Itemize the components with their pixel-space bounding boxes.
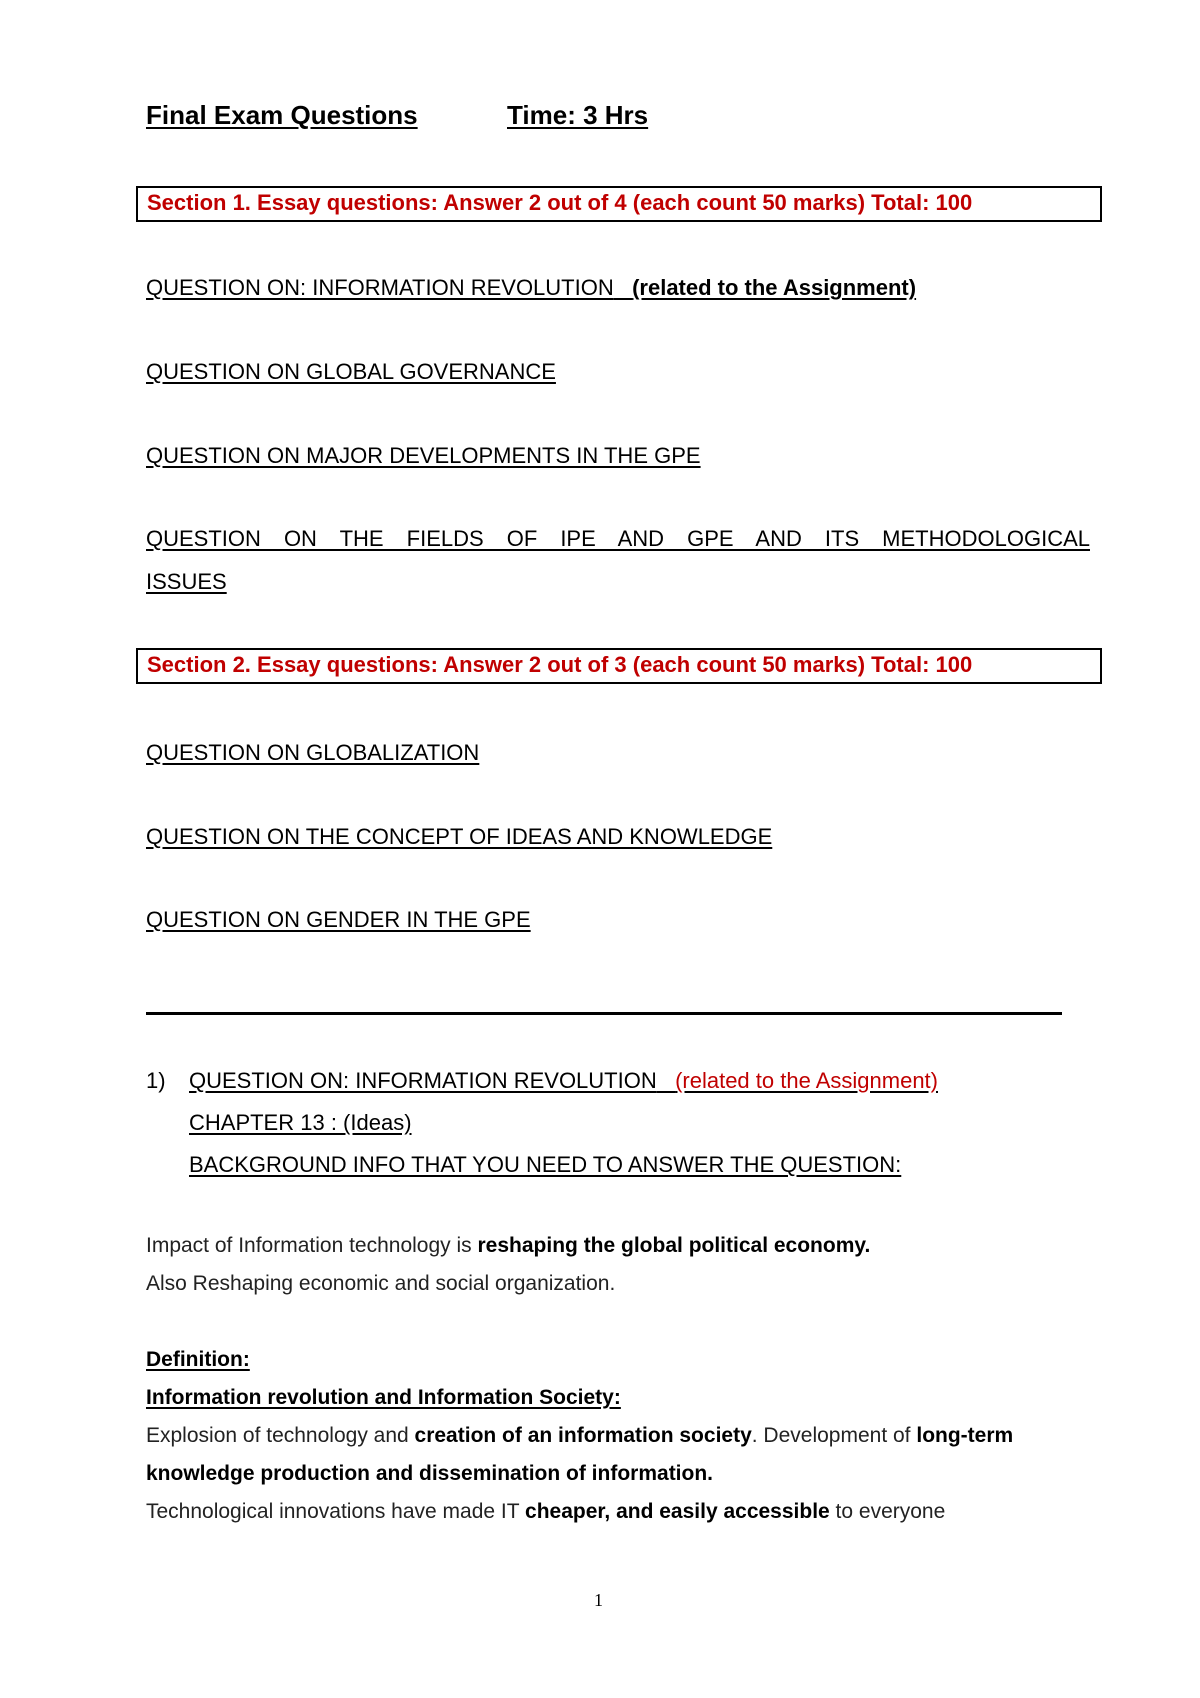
detail-question-note: (related to the Assignment) xyxy=(675,1068,938,1093)
section2-heading: Section 2. Essay questions: Answer 2 out of 3 (each count 50 marks) Total: 100 xyxy=(136,648,1102,684)
detail-question-main: QUESTION ON: INFORMATION REVOLUTION xyxy=(189,1068,657,1093)
explosion-mid: . Development of xyxy=(751,1424,917,1447)
s1-question-information-revolution xyxy=(146,275,916,301)
also-paragraph: Also Reshaping economic and social organization. xyxy=(146,1272,616,1295)
s1-question-fields-line1: QUESTION ON THE FIELDS OF IPE AND GPE AND ITS METHODOLOGICAL xyxy=(146,526,1090,551)
detail-question xyxy=(189,1068,938,1094)
s1-question-global-governance: QUESTION ON GLOBAL GOVERNANCE xyxy=(146,359,556,384)
detail-background: BACKGROUND INFO THAT YOU NEED TO ANSWER THE QUESTION: xyxy=(189,1152,902,1177)
s1-q1-note: (related to the Assignment) xyxy=(632,275,917,300)
detail-number: 1) xyxy=(146,1068,166,1093)
s2-question-gender: QUESTION ON GENDER IN THE GPE xyxy=(146,907,531,932)
tech-end: to everyone xyxy=(829,1500,946,1523)
explosion-plain: Explosion of technology and xyxy=(146,1424,415,1447)
tech-paragraph xyxy=(146,1500,945,1524)
s1-question-major-developments: QUESTION ON MAJOR DEVELOPMENTS IN THE GPE xyxy=(146,443,701,468)
knowledge-line xyxy=(146,1462,713,1486)
explosion-bold: creation of an information society xyxy=(414,1424,752,1447)
s2-question-globalization: QUESTION ON GLOBALIZATION xyxy=(146,740,480,765)
tech-bold: cheaper, and easily accessible xyxy=(525,1500,830,1523)
s1-q1-main: QUESTION ON: INFORMATION REVOLUTION xyxy=(146,275,614,300)
page-number: 1 xyxy=(594,1590,603,1610)
explosion-paragraph xyxy=(146,1424,1013,1448)
section-divider xyxy=(146,1012,1062,1015)
s1-question-fields-line2: ISSUES xyxy=(146,569,227,594)
s2-question-ideas-knowledge: QUESTION ON THE CONCEPT OF IDEAS AND KNOWLEDGE xyxy=(146,824,773,849)
exam-time: Time: 3 Hrs xyxy=(507,100,649,130)
exam-title: Final Exam Questions xyxy=(146,100,418,130)
tech-plain: Technological innovations have made IT xyxy=(146,1500,526,1523)
section1-heading: Section 1. Essay questions: Answer 2 out of 4 (each count 50 marks) Total: 100 xyxy=(136,186,1102,222)
explosion-bold2: long-term xyxy=(916,1424,1014,1447)
definition-label: Definition: xyxy=(146,1348,250,1371)
definition-heading: Information revolution and Information Society: xyxy=(146,1386,621,1409)
detail-chapter: CHAPTER 13 : (Ideas) xyxy=(189,1110,412,1135)
impact-plain: Impact of Information technology is xyxy=(146,1234,478,1257)
impact-paragraph xyxy=(146,1234,870,1258)
knowledge-bold: knowledge production and dissemination of information. xyxy=(146,1462,714,1485)
impact-bold: reshaping the global political economy. xyxy=(477,1234,871,1257)
